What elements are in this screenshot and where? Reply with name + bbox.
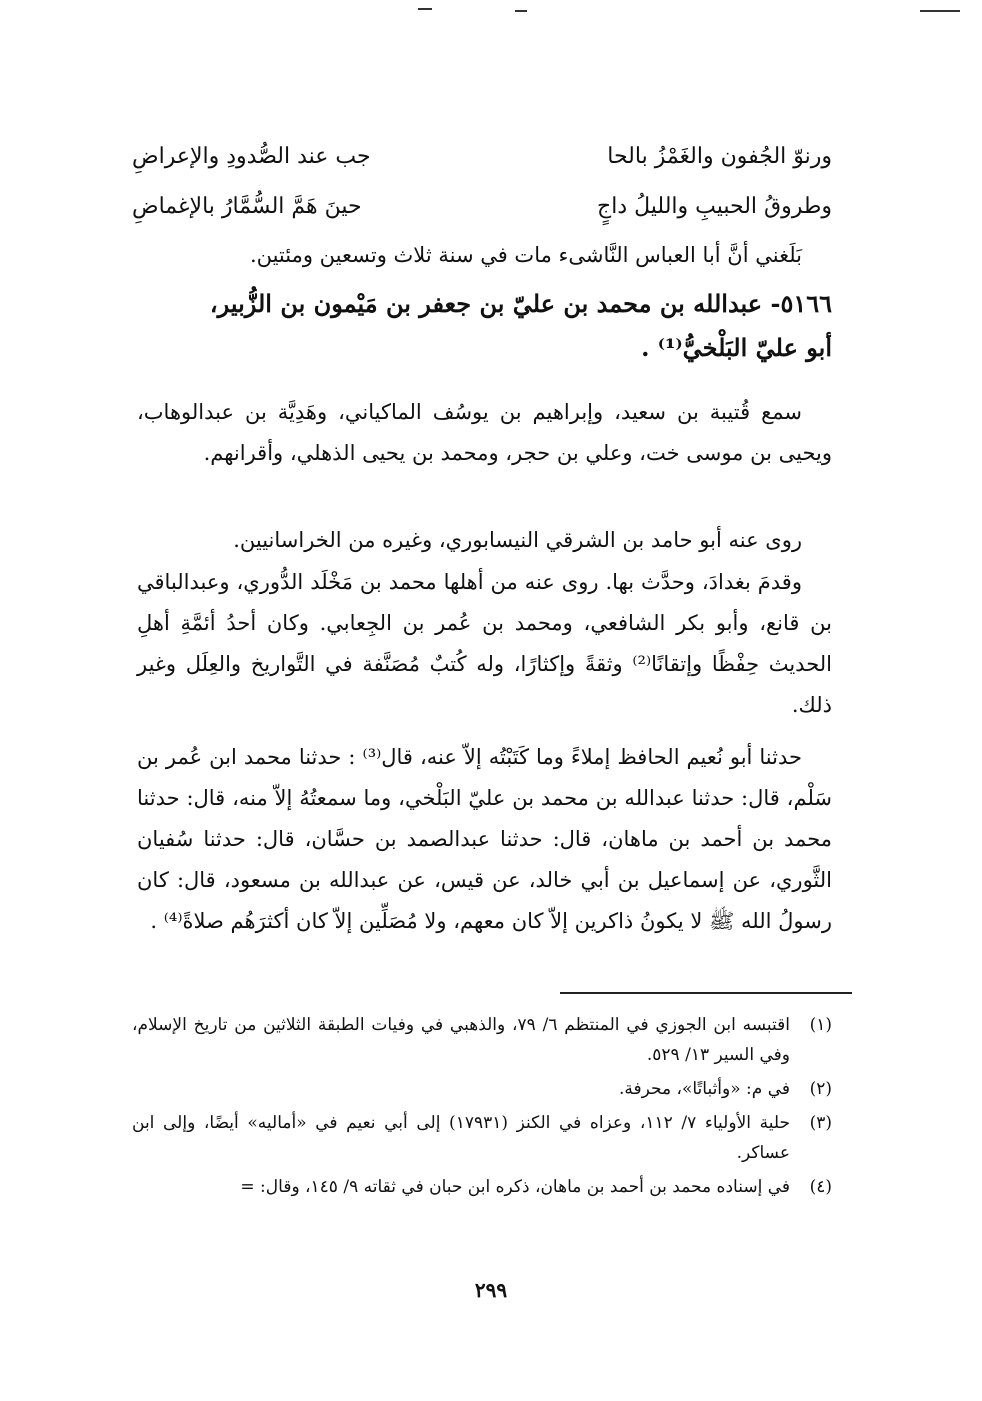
intro-line: بَلَغني أنَّ أبا العباس النَّاشىء مات في سنة ثلاث وتسعين ومئتين. (249, 243, 802, 267)
verse-1-second-hemistich: جب عند الصُّدودِ والإعراضِ (132, 144, 371, 169)
scan-mark-top-left (418, 8, 432, 10)
paragraph-teachers: سمع قُتيبة بن سعيد، وإبراهيم بن يوسُف الماكياني، وهَدِيَّة بن عبدالوهاب، ويحيى بن موسى خت، وعلي بن حجر، ومحمد بن يحيى الذهلي، وأقرانهم. (137, 400, 832, 465)
footnote-1 (132, 1010, 832, 1070)
verse-2 (132, 190, 832, 224)
entry-heading-line-1: ٥١٦٦- عبدالله بن محمد بن عليّ بن جعفر بن مَيْمون بن الزُّبير، (209, 289, 832, 318)
footnote-4 (132, 1172, 832, 1202)
paragraph-baghdad: وقدمَ بغدادَ، وحدَّث بها. روى عنه من أهلها محمد بن مَخْلَد الدُّوري، وعبدالباقي بن قانع، وأبو بكر الشافعي، ومحمد بن عُمر بن الجِعابي. وكان أحدُ أئمَّةِ أهلِ الحديث حِفْظًا وإتقانًا⁽²⁾ وثقةً وإكثارًا، وله كُتبٌ مُصَنَّفة في التَّواريخ والعِلَل وغير ذلك. (137, 570, 832, 717)
footnote-1-text: اقتبسه ابن الجوزي في المنتظم ٦/ ٧٩، والذهبي في وفيات الطبقة الثلاثين من تاريخ الإسلام، وفي السير ١٣/ ٥٢٩. (132, 1015, 790, 1065)
footnote-3 (132, 1108, 832, 1168)
footnote-4-number: (٤) (809, 1177, 832, 1197)
footnote-3-number: (٣) (809, 1113, 832, 1133)
paragraph-hadith: حدثنا أبو نُعيم الحافظ إملاءً وما كَتَبْتُه إلاّ عنه، قال⁽³⁾ : حدثنا محمد ابن عُمر بن سَلْم، قال: حدثنا عبدالله بن محمد بن عليّ البَلْخي، وما سمعتُهُ إلاّ منه، قال: حدثنا محمد بن أحمد بن ماهان، قال: حدثنا عبدالصمد بن حسَّان، قال: حدثنا سُفيان الثَّوري، عن إسماعيل بن أبي خالد، عن قيس، عن عبدالله بن مسعود، قال: كان رسولُ الله ﷺ لا يكونُ ذاكرين إلاّ كان معهم، ولا مُصَلِّين إلاّ كان أكثرَهُم صلاةً⁽⁴⁾ . (137, 745, 832, 933)
footnote-2-number: (٢) (809, 1079, 832, 1099)
footnote-4-text: في إسناده محمد بن أحمد بن ماهان، ذكره ابن حبان في ثقاته ٩/ ١٤٥، وقال: = (240, 1177, 790, 1197)
verse-2-second-hemistich: حينَ هَمَّ السُّمَّارُ بالإغماضِ (132, 194, 362, 219)
verse-1 (132, 140, 832, 174)
scan-mark-top-mid (515, 10, 527, 12)
verse-1-first-hemistich: ورنوّ الجُفون والغَمْزُ بالحا (607, 144, 832, 169)
footnote-1-number: (١) (809, 1015, 832, 1035)
entry-heading-line-2: أبو عليّ البَلْخيُّ⁽¹⁾ . (641, 333, 832, 362)
scan-mark-top-right (920, 10, 960, 12)
footnote-divider (560, 992, 852, 994)
footnotes (132, 1010, 832, 1206)
footnote-2 (132, 1074, 832, 1104)
paragraph-students: روى عنه أبو حامد بن الشرقي النيسابوري، وغيره من الخراسانيين. (233, 528, 802, 552)
verse-2-first-hemistich: وطروقُ الحبيبِ والليلُ داجٍ (597, 194, 832, 219)
page-number: ٢٩٩ (474, 1278, 508, 1302)
footnote-2-text: في م: «وأثباتًا»، محرفة. (618, 1079, 790, 1099)
footnote-3-text: حلية الأولياء ٧/ ١١٢، وعزاه في الكنز (١٧٩٣١) إلى أبي نعيم في «أماليه» أيضًا، وإلى ابن عساكر. (132, 1113, 790, 1163)
